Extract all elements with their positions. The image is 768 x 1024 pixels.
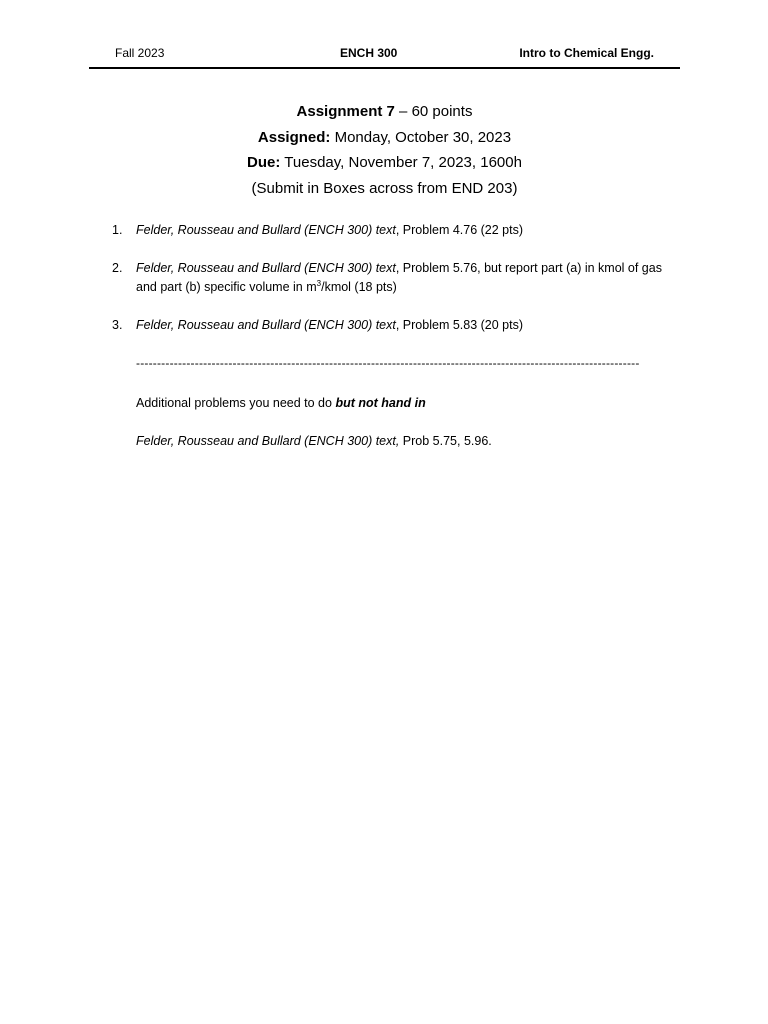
due-date: Tuesday, November 7, 2023, 1600h [280,154,522,171]
problem-detail: , Problem 5.83 (20 pts) [395,318,524,332]
header-course-name: Intro to Chemical Engg. [519,46,654,60]
header-course-code: ENCH 300 [340,46,398,60]
submit-note: (Submit in Boxes across from END 203) [251,179,518,197]
problem-item [112,316,680,335]
problem-detail: , Problem 4.76 (22 pts) [395,223,524,237]
assignment-title-block [89,99,680,201]
problem-number: 3. [112,318,123,332]
header-term: Fall 2023 [115,46,165,60]
problem-detail-suffix: /kmol (18 pts) [321,280,397,294]
problem-source: Felder, Rousseau and Bullard (ENCH 300) text [136,318,396,332]
problem-list [112,221,680,354]
assigned-date: Monday, October 30, 2023 [330,128,512,146]
assignment-title-line [89,99,680,125]
extra-problems [136,432,492,451]
problem-detail: , Problem 5.76, but report part (a) in kmol of gas and part (b) specific volume in m [136,261,662,294]
header-divider [89,67,680,69]
assignment-points: – 60 points [394,103,473,120]
assigned-label: Assigned: [257,128,331,146]
assignment-label: Assignment 7 [296,103,395,120]
problem-number: 2. [112,261,123,275]
extra-problems-source: Felder, Rousseau and Bullard (ENCH 300) text, [136,434,400,448]
page-header [89,46,680,62]
assigned-line [89,125,680,151]
problem-source: Felder, Rousseau and Bullard (ENCH 300) text [136,223,396,237]
additional-problems-note [136,394,426,413]
dashed-separator: ------------------------------------------------------------------------------------------------------------------------ [136,356,640,370]
additional-emphasis: but not hand in [335,396,426,410]
superscript: 3 [316,278,322,288]
due-label: Due: [247,154,281,171]
problem-source: Felder, Rousseau and Bullard (ENCH 300) text [136,261,396,275]
additional-intro: Additional problems you need to do [136,396,336,410]
problem-item [112,259,680,297]
problem-number: 1. [112,223,123,237]
due-line [89,150,680,176]
problem-item [112,221,680,240]
extra-problems-detail: Prob 5.75, 5.96. [399,434,492,448]
